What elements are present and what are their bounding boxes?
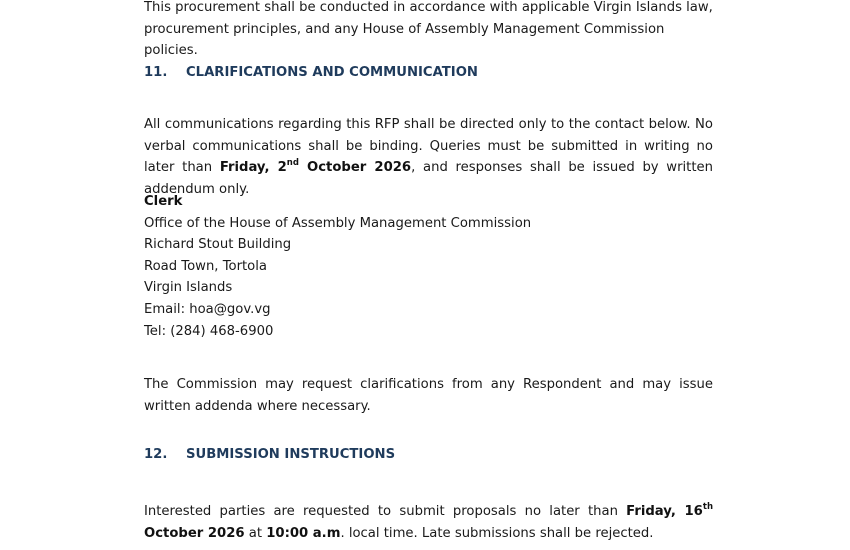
contact-role: Clerk — [144, 194, 183, 209]
intro-line-2: procurement principles, and any House of Assembly Management Commission policies. — [144, 21, 665, 59]
section-11-number: 11. — [144, 65, 168, 80]
query-deadline-date: Friday, 2nd October 2026 — [219, 157, 412, 176]
section-12-paragraph-1 — [144, 501, 713, 544]
communications-text: All communications regarding this RFP shall be directed only to the contact below. No verbal communications shall be binding. Queries must be submitted in writing no later than — [144, 117, 713, 176]
addendum-text: , and responses shall be issued by written addendum only. — [144, 160, 713, 197]
contact-office: Office of the House of Assembly Management Commission — [144, 215, 532, 231]
section-12-heading — [144, 445, 395, 465]
section-11-paragraph-1 — [144, 114, 713, 200]
contact-country: Virgin Islands — [144, 280, 233, 296]
submission-deadline-date: Friday, 16th October 2026 — [144, 501, 713, 541]
late-submission-text: . local time. Late submissions shall be rejected. — [340, 525, 654, 541]
section-12-title: SUBMISSION INSTRUCTIONS — [186, 447, 396, 462]
procurement-intro-paragraph — [144, 0, 713, 62]
section-11-title: CLARIFICATIONS AND COMMUNICATION — [186, 65, 478, 80]
contact-tel: Tel: (284) 468-6900 — [144, 323, 274, 339]
contact-building: Richard Stout Building — [144, 237, 292, 253]
submission-deadline-time: 10:00 a.m — [266, 525, 341, 541]
section-12-number: 12. — [144, 447, 168, 462]
section-11-paragraph-2: The Commission may request clarifications from any Respondent and may issue written addenda where necessary. — [144, 377, 713, 414]
contact-email: Email: hoa@gov.vg — [144, 301, 271, 317]
contact-town: Road Town, Tortola — [144, 258, 267, 274]
at-text: at — [244, 525, 267, 541]
contact-block — [144, 191, 713, 342]
submission-text: Interested parties are requested to submit proposals no later than — [144, 504, 627, 519]
intro-line-1: This procurement shall be conducted in accordance with applicable Virgin Islands law, — [144, 0, 713, 15]
section-11-heading — [144, 63, 478, 83]
